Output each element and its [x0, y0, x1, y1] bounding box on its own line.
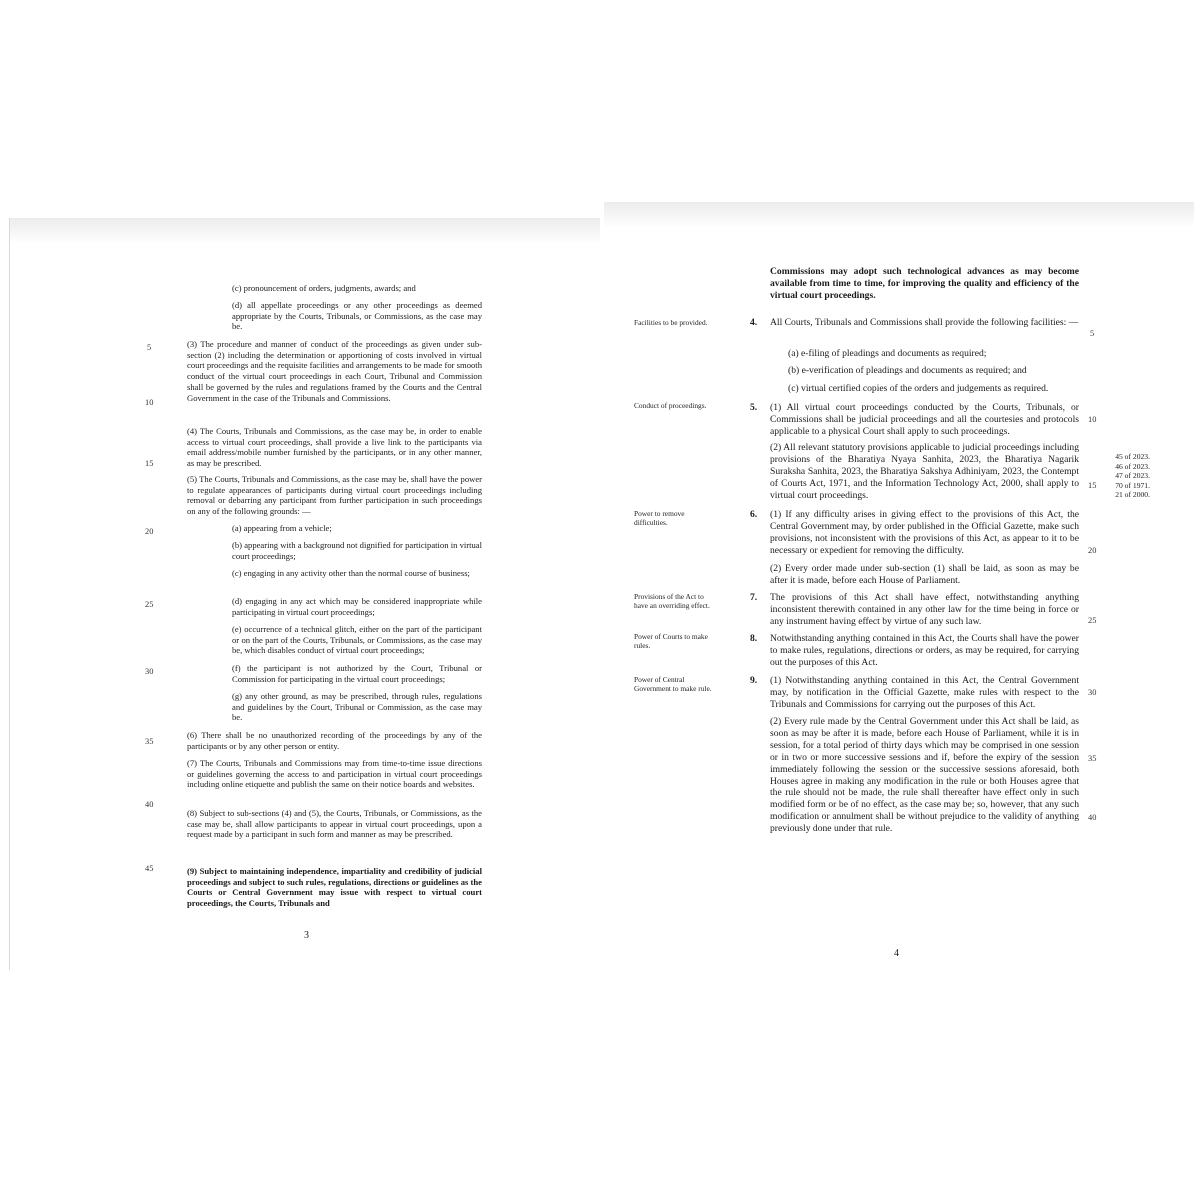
subsection-8: (8) Subject to sub-sections (4) and (5), the Courts, Tribunals, or Commissions, as the case may be, shall allow participants to appear in virtual court proceedings, upon a request made by a participant in such form and manner as may be prescribed. [187, 808, 482, 840]
line-number: 20 [1088, 546, 1097, 555]
reference: 21 of 2000. [1115, 490, 1150, 500]
line-number: 35 [1088, 754, 1097, 763]
line-number: 30 [1088, 688, 1097, 697]
line-number: 10 [145, 398, 154, 407]
line-number: 40 [145, 800, 154, 809]
page-scan-shade [604, 202, 1194, 228]
section-8-text: Notwithstanding anything contained in this Act, the Courts shall have the power to make rules, regulations, directions or orders, as may be required, for carrying out the purposes of this Act. [770, 633, 1079, 668]
clause-c-pronouncement: (c) pronouncement of orders, judgments, awards; and [232, 283, 416, 293]
line-number: 35 [145, 737, 154, 746]
reference: 45 of 2023. [1115, 452, 1150, 461]
section-5-subsection-2: (2) All relevant statutory provisions applicable to judicial proceedings including provisions of the Bharatiya Nyaya Sanhita, 2023, the Bharatiya Nagarik Suraksha Sanhita, 2023, the Bharatiya Sakshya Adhiniyam, 2023, the Contempt of Courts Act, 1971, and the Information Technology Act, 2000, shall apply to virtual court proceedings. [770, 442, 1079, 501]
line-number: 25 [1088, 616, 1097, 625]
line-number: 5 [147, 343, 152, 352]
subsection-9-continued: Commissions may adopt such technological advances as may become available from time to time, for improving the quality and efficiency of the virtual court proceedings. [770, 266, 1079, 301]
reference: 46 of 2023. [1115, 461, 1150, 471]
section-number-7: 7. [750, 592, 758, 603]
clause-d-appellate: (d) all appellate proceedings or any other proceedings as deemed appropriate by the Courts, Tribunals, or Commissions, as the case may be. [232, 300, 482, 332]
margin-note-section-4: Facilities to be provided. [634, 318, 708, 327]
section-4-text: All Courts, Tribunals and Commissions shall provide the following facilities: — [770, 317, 1079, 328]
margin-note-section-8: Power of Courts to make rules. [634, 632, 708, 651]
facility-b: (b) e-verification of pleadings and documents as required; and [788, 365, 1027, 376]
section-9-subsection-1: (1) Notwithstanding anything contained in this Act, the Central Government may, by notification in the Official Gazette, make rules with respect to the Tribunals and Commissions for carrying out the purposes of this Act. [770, 675, 1079, 710]
margin-note-section-5: Conduct of proceedings. [634, 401, 707, 410]
document-page-3 [10, 218, 600, 970]
document-page-4 [604, 202, 1194, 977]
line-number: 15 [145, 459, 154, 468]
section-number-8: 8. [750, 633, 758, 644]
subsection-4: (4) The Courts, Tribunals and Commissions, as the case may be, in order to enable access to virtual court proceedings, shall provide a live link to the participants via email address/mobile number furnished by the participants, or in any other manner, as may be prescribed. [187, 426, 482, 469]
subsection-7: (7) The Courts, Tribunals and Commissions may from time-to-time issue directions or guidelines governing the access to and participation in virtual court proceedings including online etiquette and publish the same on their notice boards and websites. [187, 758, 482, 790]
ground-f: (f) the participant is not authorized by the Court, Tribunal or Commission for participating in the virtual court proceedings; [232, 663, 482, 684]
reference: 70 of 1971. [1115, 480, 1150, 490]
section-number-4: 4. [750, 317, 758, 328]
ground-g: (g) any other ground, as may be prescribed, through rules, regulations and guidelines by the Court, Tribunal or Commission, as the case may be. [232, 691, 482, 723]
ground-b: (b) appearing with a background not dignified for participation in virtual court proceedings; [232, 540, 482, 561]
ground-e: (e) occurrence of a technical glitch, either on the part of the participant or on the part of the Courts, Tribunals, or Commissions, as the case may be, which disables conduct of virtual court proceedings; [232, 624, 482, 656]
facility-a: (a) e-filing of pleadings and documents as required; [788, 348, 987, 359]
section-5-subsection-1: (1) All virtual court proceedings conducted by the Courts, Tribunals, or Commissions shall be judicial proceedings and all the courtesies and protocols applicable to a physical Court shall apply to such proceedings. [770, 402, 1079, 437]
section-7-text: The provisions of this Act shall have effect, notwithstanding anything inconsistent therewith contained in any other law for the time being in force or any instrument having effect by virtue of any such law. [770, 592, 1079, 627]
section-number-5: 5. [750, 402, 758, 413]
section-6-subsection-2: (2) Every order made under sub-section (1) shall be laid, as soon as may be after it is made, before each House of Parliament. [770, 563, 1079, 586]
line-number: 5 [1090, 329, 1095, 338]
page-scan-shade [10, 218, 600, 244]
margin-note-section-7: Provisions of the Act to have an overriding effect. [634, 592, 710, 611]
line-number: 25 [145, 600, 154, 609]
subsection-5: (5) The Courts, Tribunals and Commissions, as the case may be, shall have the power to regulate appearances of participants during virtual court proceedings including removal or debarring any participant from further participation in such proceedings on any of the following grounds: — [187, 474, 482, 517]
line-number: 45 [145, 864, 154, 873]
section-9-subsection-2: (2) Every rule made by the Central Government under this Act shall be laid, as soon as may be after it is made, before each House of Parliament, while it is in session, for a total period of thirty days which may be comprised in one session or in two or more successive sessions and if, before the expiry of the session immediately following the session or the successive sessions aforesaid, both Houses agree in making any modification in the rule or both Houses agree that the rule should not be made, the rule shall thereafter have effect only in such modified form or be of no effect, as the case may be; so, however, that any such modification or annulment shall be without prejudice to the validity of anything previously done under that rule. [770, 716, 1079, 835]
subsection-9: (9) Subject to maintaining independence, impartiality and credibility of judicial proceedings and subject to such rules, regulations, directions or guidelines as the Courts or Central Government may issue with respect to virtual court proceedings, the Courts, Tribunals and [187, 866, 482, 909]
line-number: 30 [145, 667, 154, 676]
facility-c: (c) virtual certified copies of the orders and judgements as required. [788, 383, 1049, 394]
line-number: 20 [145, 527, 154, 536]
page-number: 4 [894, 948, 899, 959]
line-number: 10 [1088, 415, 1097, 424]
section-6-subsection-1: (1) If any difficulty arises in giving effect to the provisions of this Act, the Central Government may, by order published in the Official Gazette, make such provisions, not inconsistent with the provisions of this Act, as appear to it to be necessary or expedient for removing the difficulty. [770, 509, 1079, 556]
ground-a: (a) appearing from a vehicle; [232, 523, 332, 533]
margin-note-section-9: Power of Central Government to make rule. [634, 675, 712, 694]
ground-c: (c) engaging in any activity other than the normal course of business; [232, 568, 470, 578]
page-number: 3 [304, 930, 309, 941]
act-references [1082, 452, 1150, 500]
subsection-6: (6) There shall be no unauthorized recording of the proceedings by any of the participants or by any other person or entity. [187, 730, 482, 751]
line-number: 40 [1088, 813, 1097, 822]
subsection-3: (3) The procedure and manner of conduct of the proceedings as given under sub-section (2) including the determination or apportioning of costs involved in virtual court proceedings and the requisite facilities and arrangements to be made for smooth conduct of the virtual court proceedings in each Court, Tribunal and Commission shall be governed by the rules and regulations framed by the Courts and the Central Government in the case of the Tribunals and Commissions. [187, 339, 482, 403]
section-number-9: 9. [750, 675, 758, 686]
section-number-6: 6. [750, 509, 758, 520]
ground-d: (d) engaging in any act which may be considered inappropriate while participating in virtual court proceedings; [232, 596, 482, 617]
reference: 47 of 2023. [1115, 471, 1150, 481]
margin-note-section-6: Power to remove difficulties. [634, 509, 685, 528]
line-number: 15 [1088, 481, 1097, 490]
